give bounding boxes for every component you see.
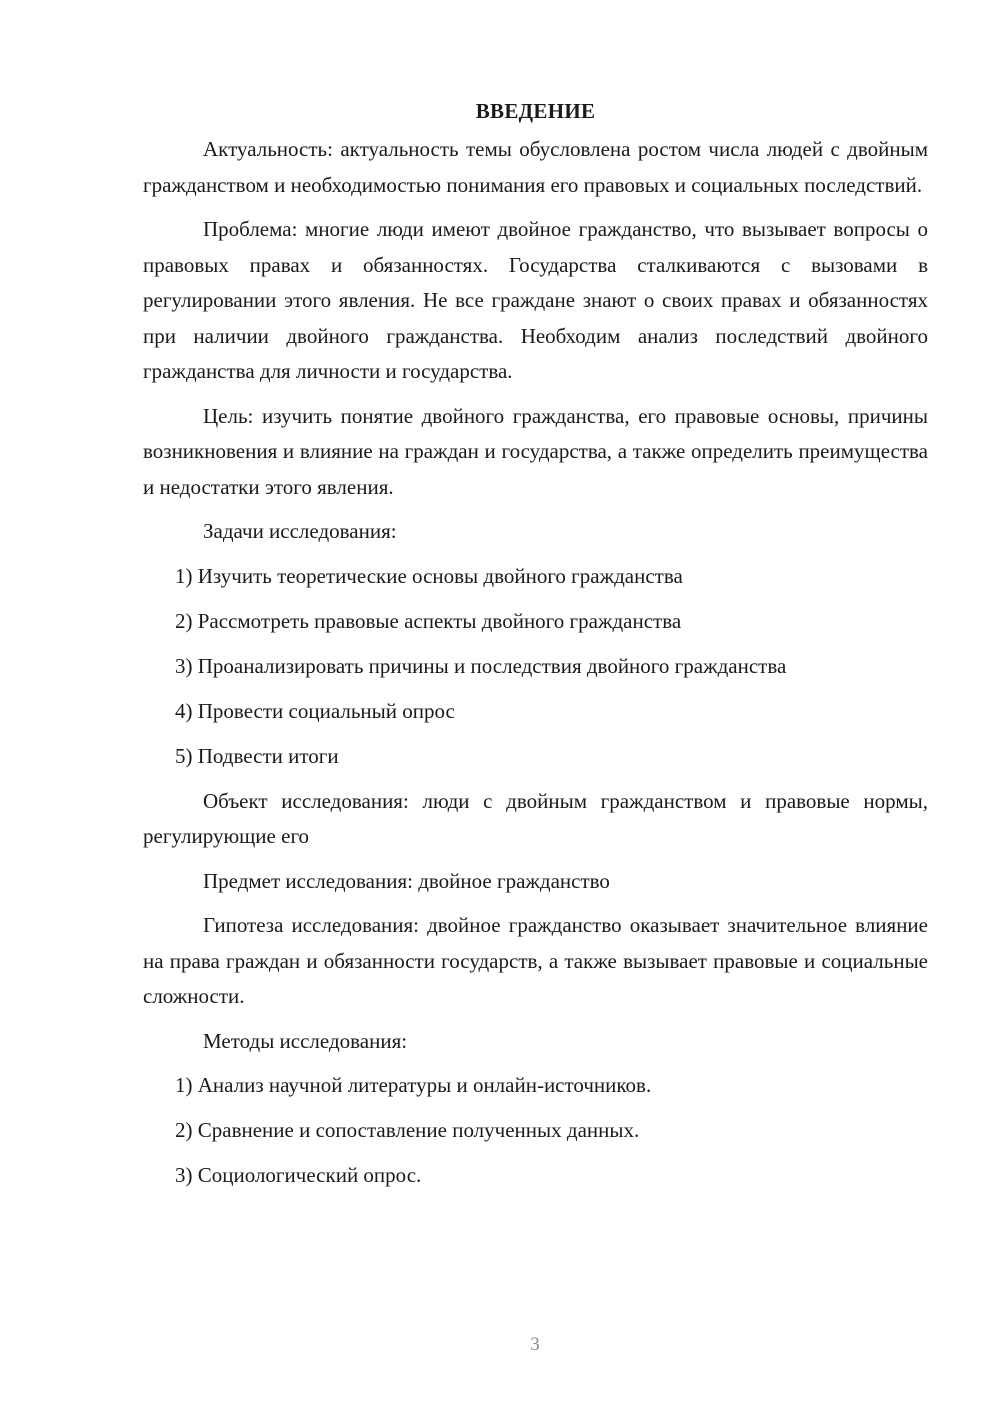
task-item: 2) Рассмотреть правовые аспекты двойного гражданства bbox=[175, 608, 682, 633]
subject-paragraph: Предмет исследования: двойное гражданство bbox=[203, 868, 610, 893]
goal-paragraph: Цель: изучить понятие двойного гражданства, его правовые основы, причины возникновения и влияние на граждан и государства, а также определить преимущества и недостатки этого явления. bbox=[143, 403, 928, 499]
method-item: 1) Анализ научной литературы и онлайн-источников. bbox=[175, 1073, 652, 1097]
task-item: 5) Подвести итоги bbox=[175, 743, 339, 768]
method-item: 3) Социологический опрос. bbox=[175, 1163, 422, 1187]
document-page bbox=[143, 96, 928, 1203]
methods-heading: Методы исследования: bbox=[203, 1028, 408, 1053]
page-number: 3 bbox=[530, 1334, 540, 1355]
section-title: ВВЕДЕНИЕ bbox=[475, 99, 596, 123]
method-item: 2) Сравнение и сопоставление полученных данных. bbox=[175, 1118, 640, 1142]
relevance-paragraph: Актуальность: актуальность темы обусловлена ростом числа людей с двойным гражданством и необходимостью понимания его правовых и социальных последствий. bbox=[143, 137, 928, 197]
task-item: 4) Провести социальный опрос bbox=[175, 698, 455, 723]
task-item: 3) Проанализировать причины и последствия двойного гражданства bbox=[175, 653, 787, 678]
task-item: 1) Изучить теоретические основы двойного гражданства bbox=[175, 563, 683, 588]
object-paragraph: Объект исследования: люди с двойным гражданством и правовые нормы, регулирующие его bbox=[143, 788, 928, 848]
problem-paragraph: Проблема: многие люди имеют двойное гражданство, что вызывает вопросы о правовых правах и обязанностях. Государства сталкиваются с вызовами в регулировании этого явления. Не все граждане знают о своих правах и обязанностях при наличии двойного гражданства. Необходим анализ последствий двойного гражданства для личности и государства. bbox=[143, 217, 928, 383]
hypothesis-paragraph: Гипотеза исследования: двойное гражданство оказывает значительное влияние на права граждан и обязанности государств, а также вызывает правовые и социальные сложности. bbox=[143, 913, 928, 1008]
tasks-heading: Задачи исследования: bbox=[203, 519, 397, 543]
